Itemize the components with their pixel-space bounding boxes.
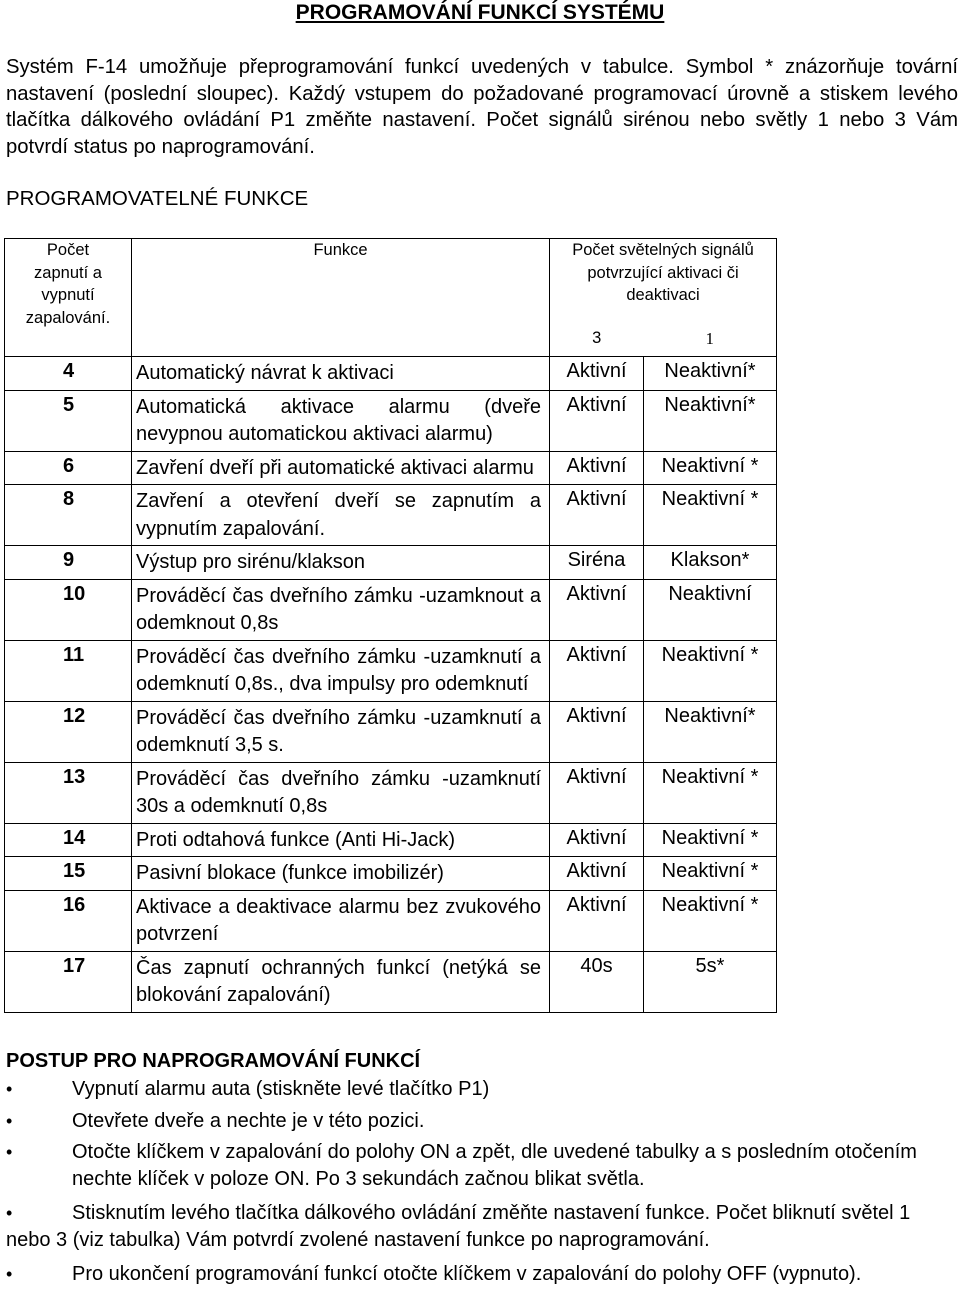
table-row — [5, 701, 777, 762]
list-item — [6, 1139, 956, 1192]
row-function: Aktivace a deaktivace alarmu bez zvukového potvrzení — [132, 890, 550, 951]
row-setting-one: Neaktivní * — [644, 762, 777, 823]
row-setting-one: Neaktivní * — [644, 485, 777, 546]
row-number: 8 — [5, 485, 132, 546]
header-count: Počet zapnutí a vypnutí zapalování. — [5, 239, 132, 357]
row-number: 11 — [5, 640, 132, 701]
row-setting-one: Neaktivní * — [644, 640, 777, 701]
row-setting-one: Neaktivní* — [644, 390, 777, 451]
page-title: PROGRAMOVÁNÍ FUNKCÍ SYSTÉMU — [295, 1, 665, 24]
table-row — [5, 890, 777, 951]
row-function: Zavření a otevření dveří se zapnutím a vypnutím zapalování. — [132, 485, 550, 546]
table-row — [5, 823, 777, 857]
header-signals: Počet světelných signálů potvrzující aktivaci či deaktivaci — [550, 239, 777, 329]
row-setting-one: Klakson* — [644, 546, 777, 580]
row-function: Pasivní blokace (funkce imobilizér) — [132, 857, 550, 891]
row-function: Výstup pro sirénu/klakson — [132, 546, 550, 580]
row-setting-three: Aktivní — [550, 857, 644, 891]
table-row — [5, 857, 777, 891]
intro-paragraph: Systém F-14 umožňuje přeprogramování funkcí uvedených v tabulce. Symbol * znázorňuje tovární nastavení (poslední sloupec). Každý vstupem do požadované programovací úrovně a stiskem levého tlačítka dálkového ovládání P1 změňte nastavení. Počet signálů sirénou nebo světly 1 nebo 3 Vám potvrdí status po naprogramování. — [6, 56, 958, 158]
bullet-icon: • — [6, 1110, 13, 1131]
row-number: 5 — [5, 390, 132, 451]
step-text: Vypnutí alarmu auta (stiskněte levé tlačítko P1) — [72, 1078, 490, 1100]
step-text: Otočte klíčkem v zapalování do polohy ON a zpět, dle uvedené tabulky a s posledním otočením nechte klíček v poloze ON. Po 3 sekundách začnou blikat světla. — [72, 1141, 917, 1190]
table-row — [5, 951, 777, 1012]
procedure-steps — [6, 1076, 956, 1293]
row-setting-one: Neaktivní* — [644, 701, 777, 762]
table-row — [5, 451, 777, 485]
row-number: 16 — [5, 890, 132, 951]
row-setting-one: Neaktivní * — [644, 451, 777, 485]
bullet-icon: • — [6, 1079, 13, 1099]
list-item — [6, 1200, 956, 1253]
table-row — [5, 390, 777, 451]
row-number: 6 — [5, 451, 132, 485]
row-setting-three: Aktivní — [550, 640, 644, 701]
header-three-signals: 3 — [550, 329, 644, 357]
row-function: Prováděcí čas dveřního zámku -uzamknutí a odemknutí 0,8s., dva impulsy pro odemknutí — [132, 640, 550, 701]
bullet-icon: • — [6, 1142, 13, 1162]
table-row — [5, 485, 777, 546]
row-setting-three: Aktivní — [550, 579, 644, 640]
row-setting-three: Aktivní — [550, 823, 644, 857]
step-text: Otevřete dveře a nechte je v této pozici. — [72, 1109, 425, 1132]
bullet-icon: • — [6, 1264, 13, 1284]
table-header-row — [5, 239, 777, 329]
table-row — [5, 762, 777, 823]
step-text: Pro ukončení programování funkcí otočte klíčkem v zapalování do polohy OFF (vypnuto). — [72, 1263, 862, 1285]
row-function: Automatický návrat k aktivaci — [132, 357, 550, 391]
row-setting-one: Neaktivní — [644, 579, 777, 640]
row-setting-one: Neaktivní * — [644, 857, 777, 891]
row-setting-three: Aktivní — [550, 890, 644, 951]
row-number: 15 — [5, 857, 132, 891]
row-setting-three: Siréna — [550, 546, 644, 580]
row-function: Prováděcí čas dveřního zámku -uzamknutí 30s a odemknutí 0,8s — [132, 762, 550, 823]
list-item — [6, 1076, 956, 1103]
list-item — [6, 1108, 956, 1135]
row-setting-one: Neaktivní * — [644, 890, 777, 951]
row-function: Automatická aktivace alarmu (dveře nevypnou automatickou aktivaci alarmu) — [132, 390, 550, 451]
row-number: 12 — [5, 701, 132, 762]
procedure-title: POSTUP PRO NAPROGRAMOVÁNÍ FUNKCÍ — [6, 1050, 421, 1072]
row-function: Prováděcí čas dveřního zámku -uzamknutí a odemknutí 3,5 s. — [132, 701, 550, 762]
table-row — [5, 640, 777, 701]
row-setting-three: Aktivní — [550, 390, 644, 451]
row-setting-one: Neaktivní * — [644, 823, 777, 857]
step-text: Stisknutím levého tlačítka dálkového ovládání změňte nastavení funkce. Počet bliknutí světel 1 nebo 3 (viz tabulka) Vám potvrdí zvolené nastavení funkce po naprogramování. — [6, 1202, 911, 1251]
row-setting-three: Aktivní — [550, 485, 644, 546]
row-function: Prováděcí čas dveřního zámku -uzamknout a odemknout 0,8s — [132, 579, 550, 640]
functions-table — [4, 238, 777, 1013]
table-row — [5, 357, 777, 391]
row-function: Zavření dveří při automatické aktivaci alarmu — [132, 451, 550, 485]
row-number: 13 — [5, 762, 132, 823]
row-setting-one: 5s* — [644, 951, 777, 1012]
section-title: PROGRAMOVATELNÉ FUNKCE — [6, 187, 309, 210]
row-function: Čas zapnutí ochranných funkcí (netýká se blokování zapalování) — [132, 951, 550, 1012]
row-number: 10 — [5, 579, 132, 640]
row-setting-three: 40s — [550, 951, 644, 1012]
row-setting-three: Aktivní — [550, 451, 644, 485]
row-function: Proti odtahová funkce (Anti Hi-Jack) — [132, 823, 550, 857]
row-setting-three: Aktivní — [550, 357, 644, 391]
table-row — [5, 546, 777, 580]
list-item — [6, 1261, 956, 1288]
row-setting-three: Aktivní — [550, 762, 644, 823]
row-number: 14 — [5, 823, 132, 857]
row-number: 4 — [5, 357, 132, 391]
row-setting-one: Neaktivní* — [644, 357, 777, 391]
table-row — [5, 579, 777, 640]
bullet-icon: • — [6, 1203, 13, 1223]
header-function: Funkce — [132, 239, 550, 357]
row-setting-three: Aktivní — [550, 701, 644, 762]
row-number: 17 — [5, 951, 132, 1012]
row-number: 9 — [5, 546, 132, 580]
header-one-signal: 1 — [644, 329, 777, 357]
